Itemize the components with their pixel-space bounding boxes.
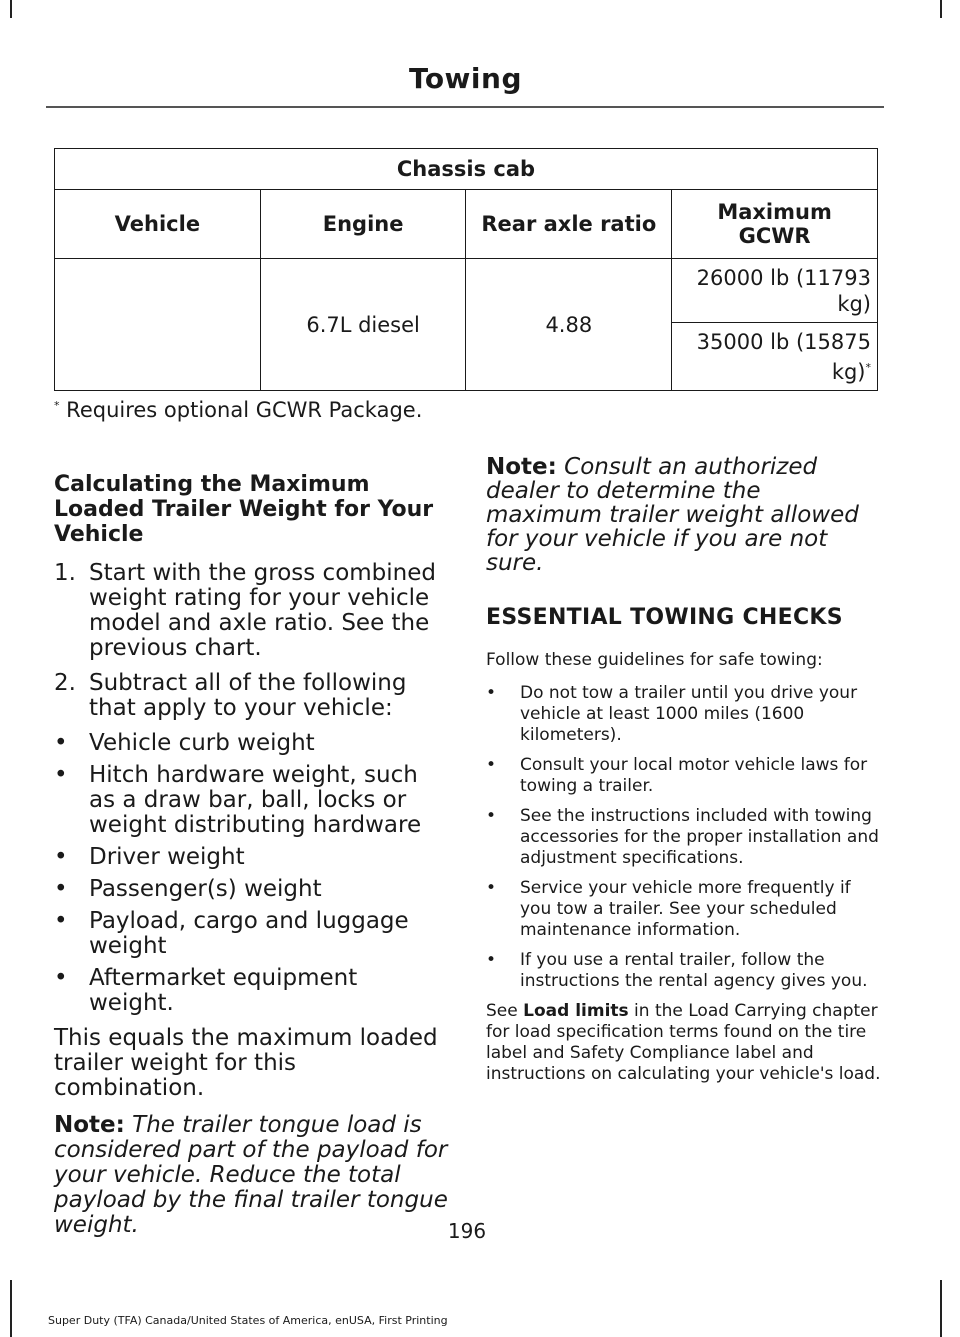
gcwr-table	[54, 148, 878, 391]
bullet-text: See the instructions included with towing accessories for the proper installation and adjustment specifications.	[520, 806, 879, 868]
steps-list	[54, 561, 449, 721]
bullet-icon: •	[54, 844, 68, 870]
table-cell-gcwr: 26000 lb (11793 kg)	[672, 259, 878, 323]
bullet-icon: •	[54, 730, 68, 756]
list-item	[54, 671, 449, 721]
bullet-icon: •	[486, 683, 497, 703]
header-divider	[46, 106, 884, 108]
load-limits-link[interactable]: Load limits	[523, 1001, 629, 1021]
bullet-text: Payload, cargo and luggage weight	[89, 908, 409, 959]
bullet-text: If you use a rental trailer, follow the instructions the rental agency gives you.	[520, 950, 868, 991]
column-header: Engine	[260, 190, 466, 259]
see-also-text	[486, 1001, 882, 1085]
footnote-text: Requires optional GCWR Package.	[59, 398, 423, 422]
section-heading: ESSENTIAL TOWING CHECKS	[486, 605, 843, 630]
page-number: 196	[447, 1219, 487, 1243]
note-text: The trailer tongue load is considered part of the payload for your vehicle. Reduce the total payload by the final trailer tongue weight.	[54, 1112, 448, 1238]
see-prefix: See	[486, 1001, 524, 1021]
list-item	[54, 561, 449, 661]
step-text: Start with the gross combined weight rating for your vehicle model and axle ratio. See the previous chart.	[89, 560, 436, 661]
bullet-text: Driver weight	[89, 844, 245, 870]
table-caption: Chassis cab	[55, 149, 878, 190]
bullet-text: Aftermarket equipment weight.	[89, 965, 358, 1016]
table-footnote	[54, 398, 422, 422]
column-header: Rear axle ratio	[466, 190, 672, 259]
footnote-marker: *	[54, 399, 60, 412]
list-item	[54, 845, 449, 870]
bullet-text: Do not tow a trailer until you drive your vehicle at least 1000 miles (1600 kilometers).	[520, 683, 858, 745]
list-item	[54, 763, 449, 838]
list-item	[486, 950, 882, 992]
conclusion-text: This equals the maximum loaded trailer weight for this combination.	[54, 1025, 438, 1101]
bullet-icon: •	[54, 876, 68, 902]
note	[486, 455, 882, 575]
bullet-text: Vehicle curb weight	[89, 730, 315, 756]
table-cell-vehicle	[55, 259, 261, 391]
gcwr-value: 35000 lb (15875 kg)	[696, 329, 871, 384]
page-title: Towing	[408, 62, 522, 95]
bullet-icon: •	[486, 878, 497, 898]
bullet-icon: •	[54, 762, 68, 788]
note-label: Note:	[486, 454, 557, 480]
bullet-icon: •	[486, 755, 497, 775]
table-cell-engine: 6.7L diesel	[260, 259, 466, 391]
guidelines-list	[486, 683, 882, 992]
list-item	[486, 683, 882, 746]
step-number: 2.	[54, 670, 76, 696]
column-header: Vehicle	[55, 190, 261, 259]
bullet-icon: •	[54, 908, 68, 934]
footer-text: Super Duty (TFA) Canada/United States of America, enUSA, First Printing	[48, 1314, 448, 1327]
right-column	[486, 455, 882, 1097]
crop-mark	[940, 0, 942, 18]
table-cell-gcwr	[672, 323, 878, 391]
left-column	[54, 472, 449, 1250]
crop-mark	[10, 0, 12, 18]
list-item	[54, 731, 449, 756]
list-item	[486, 755, 882, 797]
bullet-icon: •	[54, 965, 68, 991]
crop-mark	[940, 1280, 942, 1337]
list-item	[54, 909, 449, 959]
note-label: Note:	[54, 1112, 125, 1138]
table-cell-axle-ratio: 4.88	[466, 259, 672, 391]
bullet-text: Hitch hardware weight, such as a draw bar, ball, locks or weight distributing hardware	[89, 762, 422, 838]
bullet-text: Passenger(s) weight	[89, 876, 322, 902]
bullet-icon: •	[486, 806, 497, 826]
bullet-text: Consult your local motor vehicle laws for towing a trailer.	[520, 755, 868, 796]
subsection-heading: Calculating the Maximum Loaded Trailer Weight for Your Vehicle	[54, 472, 434, 547]
step-text: Subtract all of the following that apply to your vehicle:	[89, 670, 407, 721]
column-header: Maximum GCWR	[672, 190, 878, 259]
list-item	[54, 877, 449, 902]
list-item	[54, 966, 449, 1016]
see-suffix: in the Load Carrying chapter for load specification terms found on the tire label and Safety Compliance label and instructions on calculating your vehicle's load.	[486, 1001, 881, 1084]
intro-text: Follow these guidelines for safe towing:	[486, 650, 823, 670]
step-number: 1.	[54, 560, 76, 586]
weights-list	[54, 731, 449, 1016]
note-text: Consult an authorized dealer to determine the maximum trailer weight allowed for your vehicle if you are not sure.	[486, 454, 859, 576]
footnote-marker: *	[865, 360, 871, 374]
crop-mark	[10, 1280, 12, 1337]
bullet-text: Service your vehicle more frequently if you tow a trailer. See your scheduled maintenance information.	[520, 878, 851, 940]
bullet-icon: •	[486, 950, 497, 970]
list-item	[486, 878, 882, 941]
list-item	[486, 806, 882, 869]
